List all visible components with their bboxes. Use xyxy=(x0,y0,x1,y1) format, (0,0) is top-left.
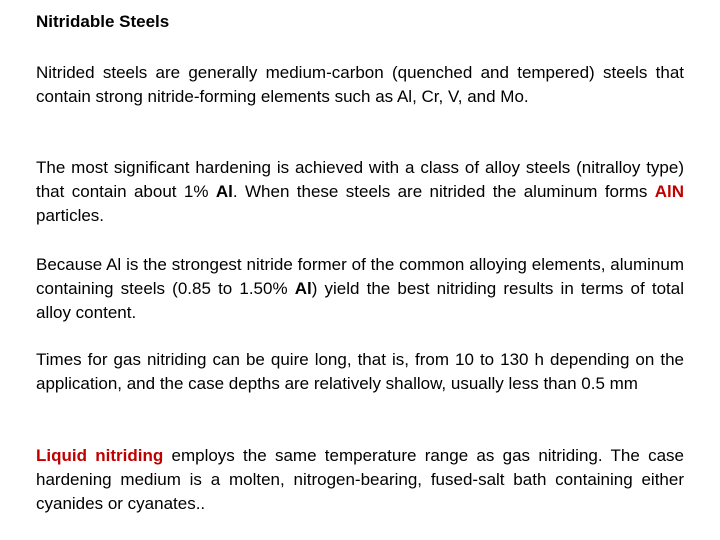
paragraph-text: The most significant hardening is achieved with a class of alloy steels (nitralloy type) that contain about 1% xyxy=(36,158,684,201)
paragraph-text: ) yield the best nitriding results in terms of total alloy content. xyxy=(36,279,684,322)
paragraph-nitrided-steels xyxy=(36,61,684,109)
highlight-liquid-nitriding: Liquid nitriding xyxy=(36,446,164,465)
highlight-aln: AlN xyxy=(654,182,684,201)
paragraph-text: employs the same temperature range as gas nitriding. The case hardening medium is a molten, nitrogen-bearing, fused-salt bath containing either cyanides or cyanates.. xyxy=(36,446,684,513)
emphasis-al: Al xyxy=(294,279,312,298)
paragraph-aluminum xyxy=(36,253,684,325)
paragraph-text: particles. xyxy=(36,206,105,225)
paragraph-liquid-nitriding xyxy=(36,444,684,516)
paragraph-hardening xyxy=(36,156,684,228)
page-title: Nitridable Steels xyxy=(36,12,170,31)
paragraph-text: . When these steels are nitrided the aluminum forms xyxy=(232,182,655,201)
paragraph-gas-nitriding xyxy=(36,348,684,396)
paragraph-text: Because Al is the strongest nitride former of the common alloying elements, aluminum containing steels (0.85 to 1.50% xyxy=(36,255,684,298)
emphasis-al: Al xyxy=(215,182,233,201)
paragraph-text: Times for gas nitriding can be quire long, that is, from 10 to 130 h depending on the application, and the case depths are relatively shallow, usually less than 0.5 mm xyxy=(36,350,684,393)
paragraph-text: Nitrided steels are generally medium-carbon (quenched and tempered) steels that contain strong nitride-forming elements such as Al, Cr, V, and Mo. xyxy=(36,63,684,106)
